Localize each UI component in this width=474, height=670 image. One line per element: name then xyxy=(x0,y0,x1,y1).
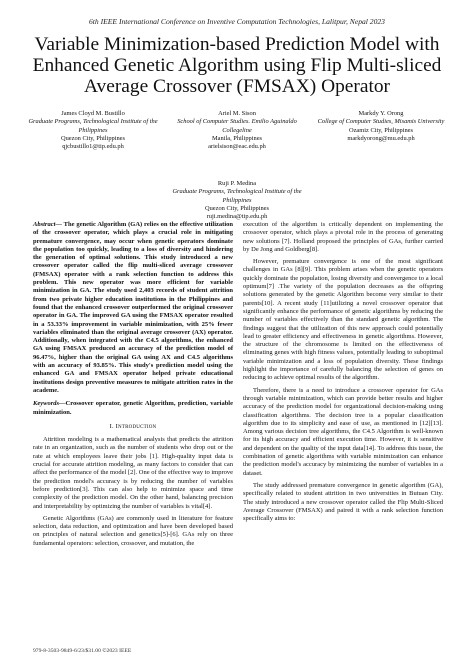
author-3 xyxy=(316,110,446,151)
copyright-footer: 979-8-3503-9849-6/23/$31.00 ©2023 IEEE xyxy=(33,648,132,654)
abstract xyxy=(33,221,233,395)
author-4 xyxy=(172,180,302,221)
author-email: arielsison@eac.edu.ph xyxy=(208,143,266,151)
author-name: Ariel M. Sison xyxy=(218,110,256,117)
paper-title: Variable Minimization-based Prediction Model with Enhanced Genetic Algorithm using Flip Multi-sliced Average Crossover (FMSAX) Operator xyxy=(32,34,442,97)
author-name: Ruji P. Medina xyxy=(217,180,257,187)
author-affiliation: School of Computer Studies. Emilio Aguinaldo Collegeline xyxy=(177,118,297,134)
author-2 xyxy=(172,110,302,151)
conference-header: 6th IEEE International Conference on Inventive Computation Technologies, Lalitpur, Nepal 2023 xyxy=(89,17,385,26)
keywords-lead: Keywords xyxy=(33,400,59,408)
paragraph: Attrition modeling is a mathematical analysis that predicts the attrition rate in an organization, such as the number of students who drop out or the rate at which employees leave their jobs [1]. High-quality input data is crucial for accurate attrition modeling, as many factors to consider that can affect the performance of the model [2]. One of the effective way to improve the prediction model's accuracy is by reducing the number of variables before prediction[3]. This can also help to minimize space and time complexity of the prediction model. On the other hand, balancing precision and interpretability by optimizing the number of variables is vital[4]. xyxy=(33,436,233,510)
author-name: Markdy Y. Orong xyxy=(358,110,404,117)
author-location: Ozamiz City, Philippines xyxy=(348,126,414,134)
author-email: ruji.medina@tip.edu.ph xyxy=(206,213,268,221)
author-affiliation: College of Computer Studies, Misamis University xyxy=(317,118,445,126)
paragraph: Therefore, there is a need to introduce a crossover operator for GAs through variable minimization, which can provide better results and higher accuracy of the prediction model for organizational decision-making using classification algorithms. The decision tree is a popular classification algorithm due to its simplicity and ease of use, as mentioned in [12][13]. Among various decision tree algorithms, the C4.5 Algorithm is well-known for its high accuracy and efficient execution time. However, it is sensitive and dependent on the quality of the input data[14]. To address this issue, the combination of genetic algorithms with variable minimization can enhance the prediction model's accuracy by minimizing the number of variables in a dataset. xyxy=(243,386,443,477)
abstract-lead: Abstract xyxy=(33,221,56,228)
author-location: Quezon City, Philippines xyxy=(204,204,270,212)
paragraph: execution of the algorithm is critically dependent on implementing the crossover operator, which plays a pivotal role in the process of generating new solutions [7]. Holland proposed the principles of GAs, further carried by De Jong and Goldberg[8]. xyxy=(243,221,443,253)
author-email: markdyorong@mu.edu.ph xyxy=(347,134,415,142)
paragraph: Genetic Algorithms (GAs) are commonly used in literature for feature selection, data reduction, and optimization and have been developed based on principles of natural selection and genetics[5]-[6]. GAs rely on three fundamental operators: selection, crossover, and mutation, the xyxy=(33,514,233,547)
author-affiliation: Graduate Programs, Technological Institute of the Philippines xyxy=(172,188,302,204)
section-heading-introduction: I. Introduction xyxy=(109,422,157,430)
author-affiliation: Graduate Programs, Technological Institute of the Philippines xyxy=(28,118,158,134)
paragraph: The study addressed premature convergence in genetic algorithm (GA), specifically related to student attrition in two universities in Butuan City. The study introduced a new crossover operator called the Flip Multi-Sliced Average Crossover (FMSAX) and paired it with a rank selection function specifically aims to: xyxy=(243,481,443,523)
author-name: James Cloyd M. Bustillo xyxy=(61,110,125,117)
left-column xyxy=(33,221,233,552)
keywords xyxy=(33,400,233,417)
abstract-text: — The genetic Algorithm (GA) relies on the effective utilization of the crossover operator, which plays a crucial role in mitigating premature convergence, may occur when genetic operators dominate the population too quickly, leading to a loss of diversity and hindering the generation of optimal solutions. This study introduced a new crossover operator called the flip multi-sliced average crossover (FMSAX) operator with a rank selection function to address this problem. This new operator was more efficient for variable minimization in GA. The study used 2,403 records of student attrition from two private higher education institutions in the Philippines and found that the enhanced crossover outperformed the original crossover operator in GA. The improved GA using the FMSAX operator resulted in a 53.33% improvement in variable minimization, with 25% fewer variables eliminated than the original average crossover (AX) operator. Additionally, when integrated with the C4.5 algorithms, the enhanced GA using FMSAX produced an accuracy of the prediction model of 96.47%, higher than the original GA using AX and C4.5 algorithms with an accuracy of 93.85%. This study's prediction model using the enhanced GA and FMSAX operator helped private educational institutions design preventive measures to mitigate attrition rates in the academe. xyxy=(33,221,233,394)
author-location: Quezon City, Philippines xyxy=(60,134,126,142)
paragraph: However, premature convergence is one of the most significant challenges in GAs [8][9]. This problem arises when the genetic operators quickly dominate the population, losing diversity and convergence to a local optimum[7] .The variety of the population decreases as the offspring solutions generated by the genetic Algorithm become very similar to their parents[10]. A recent study [11]utilizing a novel crossover operator that significantly enhance the performance of genetic algorithms by reducing the number of variables effectively than the standard genetic algorithm. The findings suggest that the utilization of this new approach could potentially lead to greater efficiency and effectiveness in genetic algorithms. However, the structure of the chromosome is limited on the effectiveness of eliminating genes with high fitness values, potentially leading to suboptimal variable minimization and a loss of population diversity. These findings highlight the importance of carefully balancing the selection of genes on reducing to achieve optimal results of the algorithm. xyxy=(243,258,443,382)
right-column xyxy=(243,221,443,527)
author-1 xyxy=(28,110,158,151)
author-location: Manila, Philippines xyxy=(211,134,263,142)
author-block xyxy=(28,110,446,151)
keywords-text: —Crossover operator, genetic Algorithm, prediction, variable minimization. xyxy=(33,400,233,416)
author-email: qjcbustillo1@tip.edu.ph xyxy=(62,143,124,151)
